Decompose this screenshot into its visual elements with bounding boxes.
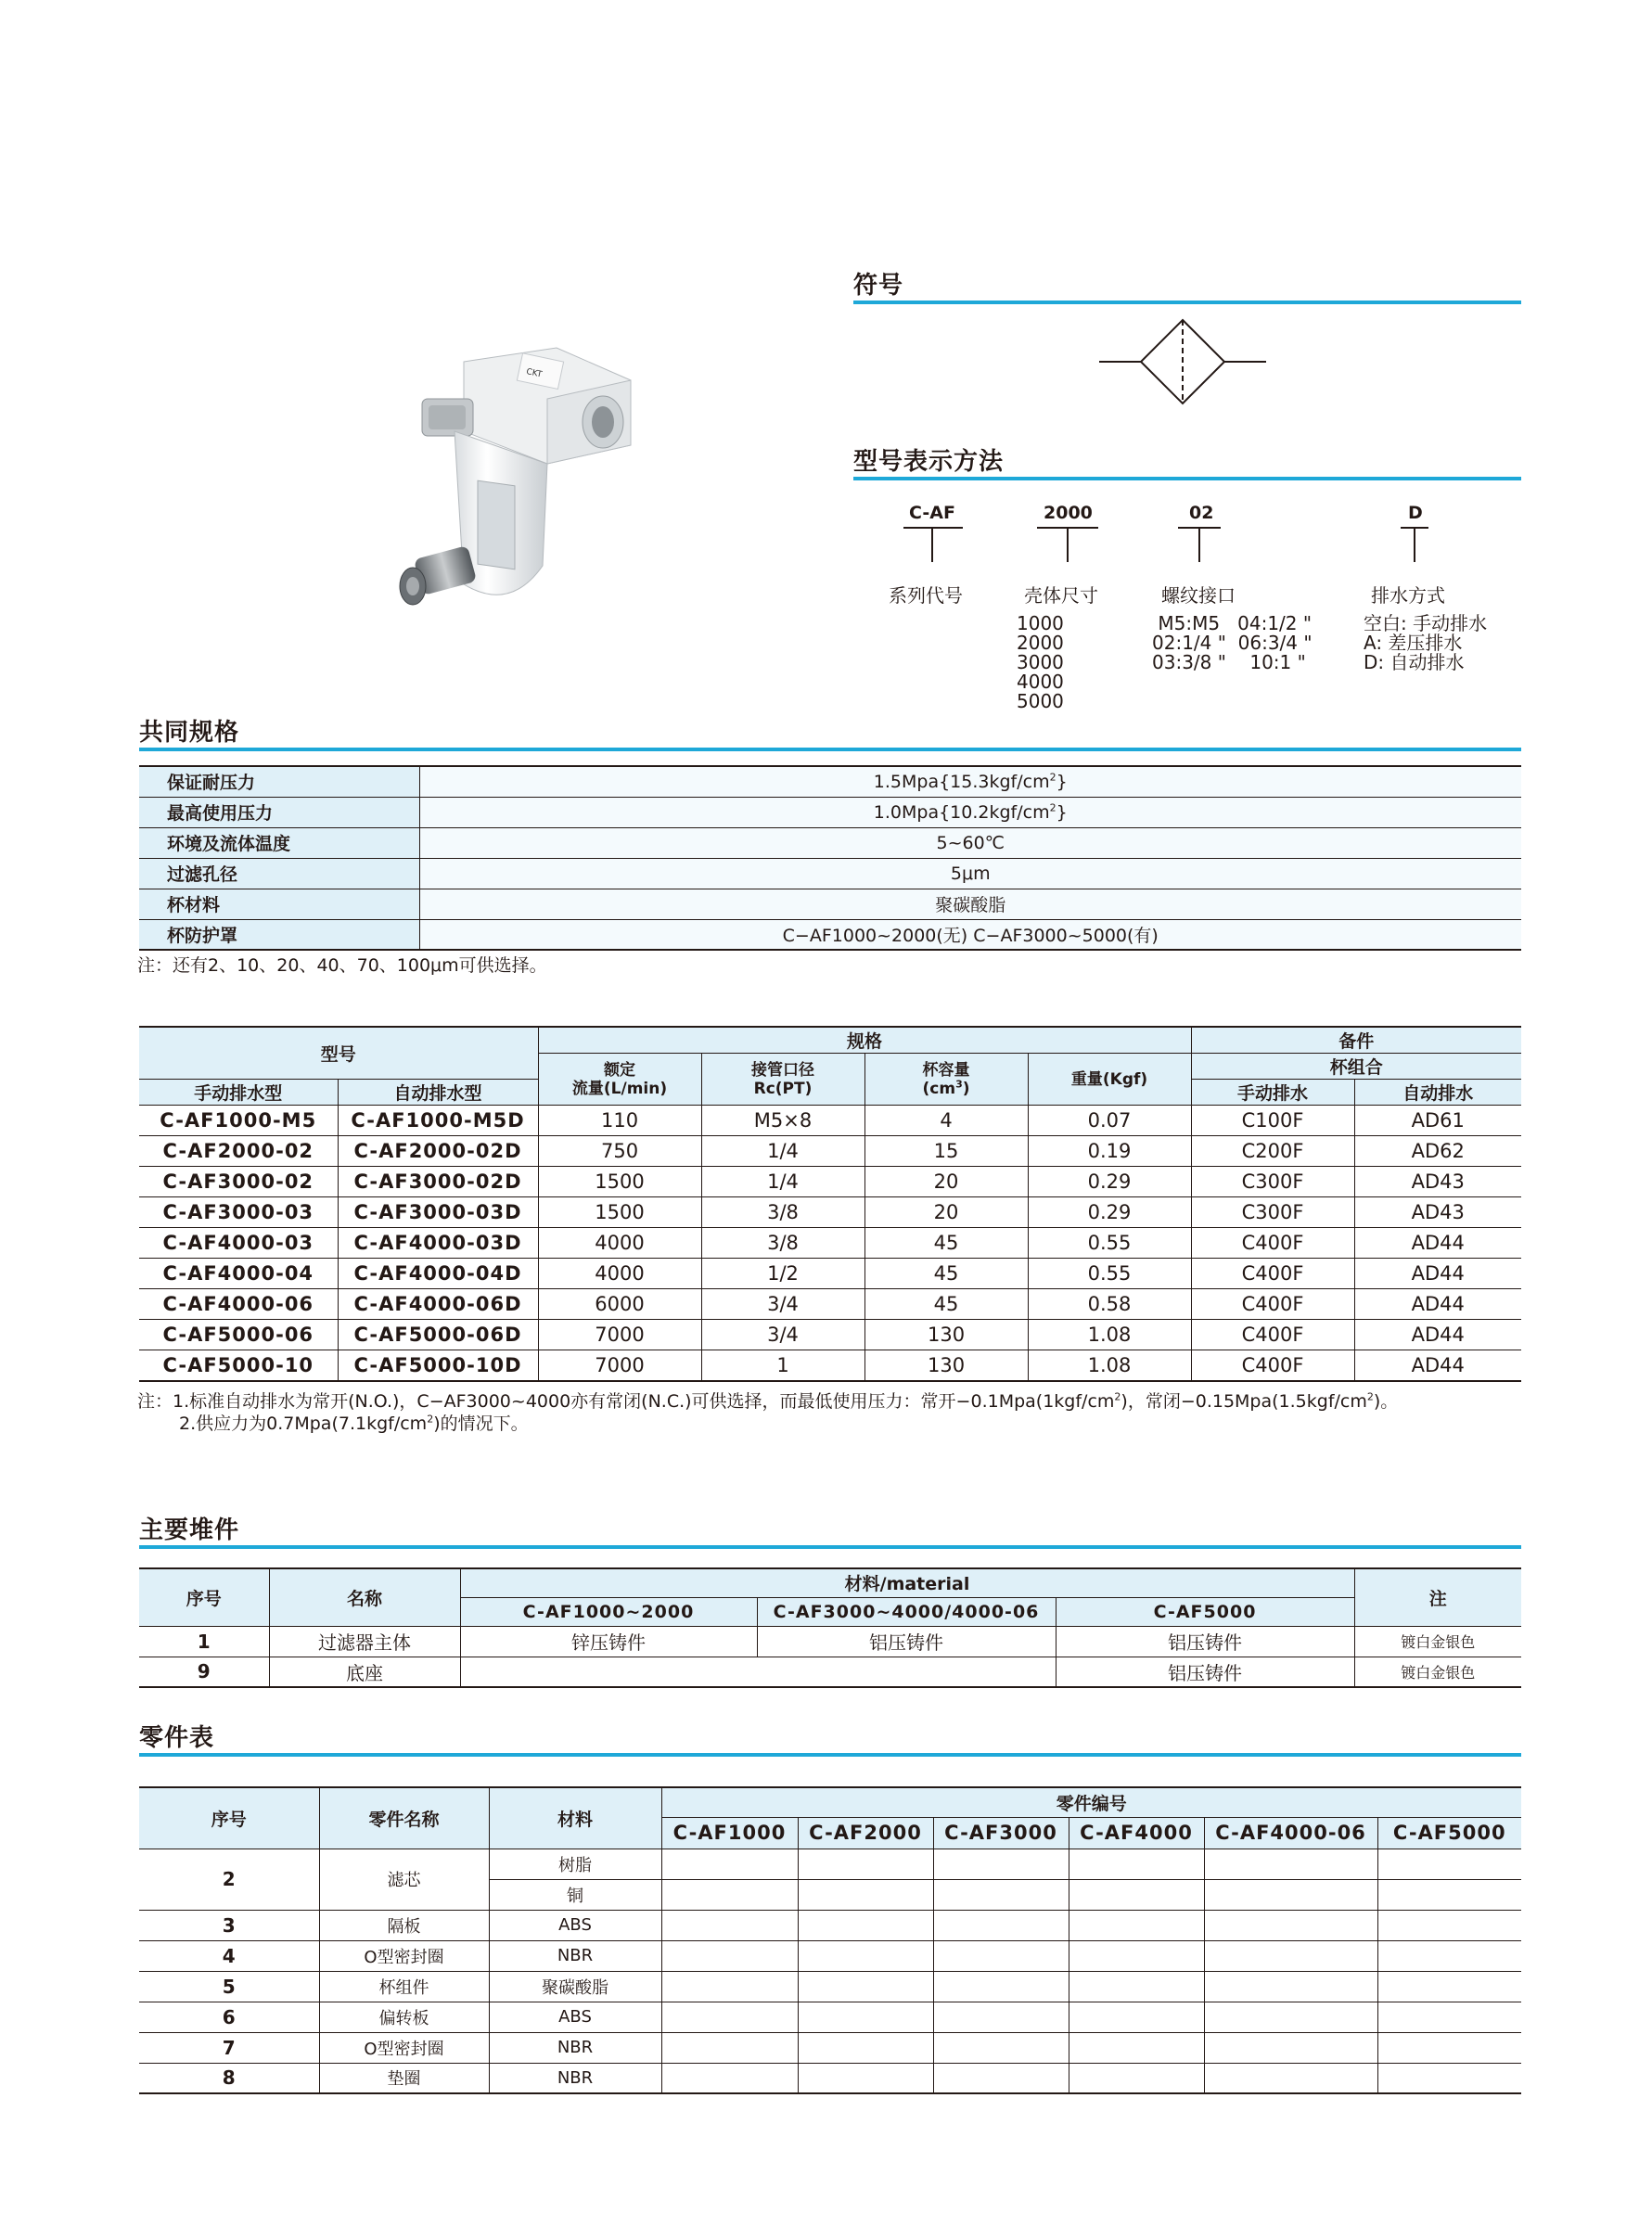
header-cup: 杯容量 $(cm^3)$	[864, 1054, 1028, 1106]
header-port: 接管口径 Rc(PT)	[701, 1054, 864, 1106]
section-model-code	[853, 449, 1521, 480]
cell: C400F	[1191, 1350, 1354, 1381]
cell: C-AF3000-02	[139, 1167, 338, 1197]
cell: C400F	[1191, 1228, 1354, 1259]
table-row	[139, 827, 1521, 858]
table-row	[139, 1197, 1521, 1228]
cell: C-AF4000-04D	[338, 1259, 538, 1289]
cell	[1069, 2002, 1204, 2032]
cell: C-AF5000-06D	[338, 1320, 538, 1350]
cell	[933, 1849, 1069, 1879]
cell: 45	[864, 1228, 1028, 1259]
header-flow: 额定 流量(L/min)	[538, 1054, 701, 1106]
main-parts-table	[139, 1567, 1521, 1688]
spec-value: 5μm	[419, 858, 1521, 889]
cell	[661, 1971, 798, 2002]
cell: NBR	[489, 2063, 661, 2093]
label-series: 系列代号	[889, 584, 963, 607]
cell: 隔板	[319, 1910, 489, 1940]
cell: 3/4	[701, 1289, 864, 1320]
cell: C-AF3000-03D	[338, 1197, 538, 1228]
cell: 聚碳酸脂	[489, 1971, 661, 2002]
cell: 偏转板	[319, 2002, 489, 2032]
cell	[1204, 1910, 1377, 1940]
section-rule	[139, 1545, 1521, 1549]
cell	[1204, 1940, 1377, 1971]
header-model-range: C-AF5000	[1056, 1597, 1354, 1626]
table-row	[139, 2063, 1521, 2093]
parts-list-table	[139, 1786, 1521, 2094]
cell: AD44	[1354, 1289, 1521, 1320]
header-model: C-AF5000	[1377, 1817, 1521, 1849]
cell	[1069, 1879, 1204, 1910]
cell	[1377, 1971, 1521, 2002]
cell	[798, 2063, 933, 2093]
table-row	[139, 2002, 1521, 2032]
cell: 3/8	[701, 1228, 864, 1259]
cell	[1377, 2002, 1521, 2032]
code-series: C-AF	[909, 503, 955, 523]
cell: AD62	[1354, 1136, 1521, 1167]
cell: 6	[139, 2002, 319, 2032]
cell: 110	[538, 1106, 701, 1136]
cell: 130	[864, 1320, 1028, 1350]
code-thread: 02	[1189, 503, 1214, 523]
cell: AD44	[1354, 1259, 1521, 1289]
cell	[1069, 2032, 1204, 2063]
table-row	[139, 797, 1521, 827]
cell	[661, 2032, 798, 2063]
cell: 镀白金银色	[1354, 1657, 1521, 1687]
section-title: 型号表示方法	[853, 448, 1005, 476]
header-model: 型号	[139, 1027, 538, 1080]
header-material: 材料/material	[460, 1568, 1354, 1597]
cell: C400F	[1191, 1259, 1354, 1289]
cell	[661, 1879, 798, 1910]
cell	[1377, 1910, 1521, 1940]
code-tick	[1198, 527, 1200, 562]
cell: C-AF2000-02	[139, 1136, 338, 1167]
cell: C-AF1000-M5	[139, 1106, 338, 1136]
cell	[1069, 1849, 1204, 1879]
cell: 4000	[538, 1228, 701, 1259]
cell: 20	[864, 1197, 1028, 1228]
cell	[1204, 1849, 1377, 1879]
cell: 滤芯	[319, 1849, 489, 1910]
cell: 铝压铸件	[1056, 1657, 1354, 1687]
cell	[933, 2002, 1069, 2032]
label-size: 壳体尺寸	[1024, 584, 1098, 607]
model-note-1: 注：1.标准自动排水为常开(N.O.)，C−AF3000~4000亦有常闭(N.C.)可供选择，而最低使用压力：常开$-0.1Mpa(1kgf/cm^2)$，常闭$-0.15Mpa(1.5kgf/cm^2)$。	[137, 1390, 1399, 1412]
table-row	[139, 1320, 1521, 1350]
cell	[1069, 1910, 1204, 1940]
cell: 底座	[269, 1657, 460, 1687]
cell: 9	[139, 1657, 269, 1687]
cell: 1/4	[701, 1167, 864, 1197]
cell	[798, 1940, 933, 1971]
spec-key: 最高使用压力	[139, 797, 419, 827]
header-model: C-AF4000-06	[1204, 1817, 1377, 1849]
cell: C-AF4000-06D	[338, 1289, 538, 1320]
table-row	[139, 1228, 1521, 1259]
cell: C-AF5000-10D	[338, 1350, 538, 1381]
header-spare-manual: 手动排水	[1191, 1080, 1354, 1106]
code-tick	[1414, 527, 1415, 562]
cell: 0.29	[1028, 1197, 1191, 1228]
cell: 树脂	[489, 1849, 661, 1879]
cell: C400F	[1191, 1320, 1354, 1350]
header-manual: 手动排水型	[139, 1080, 338, 1106]
thread-values: M5:M5 04:1/2 " 02:1/4 " 06:3/4 " 03:3/8 " 10:1 "	[1152, 612, 1313, 673]
cell	[933, 1879, 1069, 1910]
table-row	[139, 2032, 1521, 2063]
model-note-2: 2.供应力为$0.7Mpa(7.1kgf/cm^2)$的情况下。	[179, 1413, 529, 1434]
cell: C-AF3000-02D	[338, 1167, 538, 1197]
table-row	[139, 1289, 1521, 1320]
table-row	[139, 766, 1521, 797]
header-spare-auto: 自动排水	[1354, 1080, 1521, 1106]
table-row	[139, 858, 1521, 889]
cell: 45	[864, 1289, 1028, 1320]
cell: 1/2	[701, 1259, 864, 1289]
cell: 0.19	[1028, 1136, 1191, 1167]
spec-value: 聚碳酸脂	[419, 889, 1521, 919]
table-row	[139, 1106, 1521, 1136]
spec-value: 5~60℃	[419, 827, 1521, 858]
table-header-row	[139, 1568, 1521, 1597]
cell: C-AF4000-04	[139, 1259, 338, 1289]
cell	[1069, 2063, 1204, 2093]
header-cupset: 杯组合	[1191, 1054, 1521, 1080]
cell: 1.08	[1028, 1350, 1191, 1381]
cell	[798, 1849, 933, 1879]
cell: 7	[139, 2032, 319, 2063]
cell: C-AF3000-03	[139, 1197, 338, 1228]
cell	[798, 2032, 933, 2063]
code-tick	[1067, 527, 1069, 562]
cell: C-AF5000-06	[139, 1320, 338, 1350]
header-model: C-AF3000	[933, 1817, 1069, 1849]
table-header-row	[139, 1027, 1521, 1054]
cell: 1/4	[701, 1136, 864, 1167]
common-spec-table	[139, 765, 1521, 951]
cell: 15	[864, 1136, 1028, 1167]
cell: ABS	[489, 2002, 661, 2032]
cell: 2	[139, 1849, 319, 1910]
cell	[933, 2063, 1069, 2093]
table-row	[139, 1350, 1521, 1381]
cell	[661, 2063, 798, 2093]
section-rule	[139, 1753, 1521, 1757]
cell	[1377, 2063, 1521, 2093]
section-title: 主要堆件	[139, 1516, 240, 1544]
section-common-spec	[139, 720, 1521, 751]
cell	[798, 1879, 933, 1910]
cell	[1069, 1940, 1204, 1971]
svg-text:CKT: CKT	[525, 367, 544, 380]
cell	[460, 1657, 1056, 1687]
cell: NBR	[489, 1940, 661, 1971]
spec-key: 环境及流体温度	[139, 827, 419, 858]
header-weight: 重量(Kgf)	[1028, 1054, 1191, 1106]
cell: C-AF2000-02D	[338, 1136, 538, 1167]
cell: 0.29	[1028, 1167, 1191, 1197]
cell	[1204, 2002, 1377, 2032]
cell: AD44	[1354, 1320, 1521, 1350]
cell	[661, 2002, 798, 2032]
cell: C300F	[1191, 1167, 1354, 1197]
cell: C-AF4000-06	[139, 1289, 338, 1320]
table-row	[139, 1259, 1521, 1289]
header-part-no: 零件编号	[661, 1787, 1521, 1817]
code-tick	[931, 527, 933, 562]
cell: 锌压铸件	[460, 1626, 757, 1657]
cell	[798, 2002, 933, 2032]
spec-value: C−AF1000~2000(无) C−AF3000~5000(有)	[419, 919, 1521, 950]
label-thread: 螺纹接口	[1161, 584, 1236, 607]
spec-key: 杯材料	[139, 889, 419, 919]
cell: C-AF4000-03	[139, 1228, 338, 1259]
section-symbol	[853, 273, 1521, 304]
cell	[1204, 2032, 1377, 2063]
cell: AD44	[1354, 1350, 1521, 1381]
table-row	[139, 1940, 1521, 1971]
cell: 7000	[538, 1350, 701, 1381]
code-drain: D	[1408, 503, 1423, 523]
cell	[1069, 1971, 1204, 2002]
table-row	[139, 1167, 1521, 1197]
spec-key: 杯防护罩	[139, 919, 419, 950]
model-table	[139, 1026, 1521, 1382]
table-row	[139, 889, 1521, 919]
header-no: 序号	[139, 1568, 269, 1626]
spec-key: 过滤孔径	[139, 858, 419, 889]
cell: 20	[864, 1167, 1028, 1197]
cell: 750	[538, 1136, 701, 1167]
section-rule	[853, 477, 1521, 480]
cell: 0.58	[1028, 1289, 1191, 1320]
cell: 1	[139, 1626, 269, 1657]
cell: AD43	[1354, 1197, 1521, 1228]
table-row	[139, 1626, 1521, 1657]
cell: 1	[701, 1350, 864, 1381]
cell: 镀白金银色	[1354, 1626, 1521, 1657]
product-image	[325, 343, 640, 621]
section-title: 零件表	[139, 1724, 215, 1752]
cell: 7000	[538, 1320, 701, 1350]
section-rule	[139, 748, 1521, 751]
table-row	[139, 1657, 1521, 1687]
cell: C-AF4000-03D	[338, 1228, 538, 1259]
size-values: 1000 2000 3000 4000 5000	[1017, 612, 1064, 712]
cell: 6000	[538, 1289, 701, 1320]
header-model: C-AF4000	[1069, 1817, 1204, 1849]
header-no: 序号	[139, 1787, 319, 1849]
header-name: 名称	[269, 1568, 460, 1626]
section-title: 共同规格	[139, 719, 240, 747]
cell: 0.07	[1028, 1106, 1191, 1136]
spec-value: $1.5Mpa\{15.3kgf/cm^2\}$	[419, 766, 1521, 797]
cell	[1377, 1879, 1521, 1910]
cell	[798, 1971, 933, 2002]
header-model: C-AF1000	[661, 1817, 798, 1849]
cell: M5×8	[701, 1106, 864, 1136]
cell: 杯组件	[319, 1971, 489, 2002]
cell: AD43	[1354, 1167, 1521, 1197]
cell: O型密封圈	[319, 2032, 489, 2063]
table-row	[139, 1910, 1521, 1940]
cell: C400F	[1191, 1289, 1354, 1320]
cell	[661, 1910, 798, 1940]
cell: 铝压铸件	[757, 1626, 1056, 1657]
spec-key: 保证耐压力	[139, 766, 419, 797]
cell: C300F	[1191, 1197, 1354, 1228]
cell	[1204, 1971, 1377, 2002]
cell: 45	[864, 1259, 1028, 1289]
table-row	[139, 1136, 1521, 1167]
header-note: 注	[1354, 1568, 1521, 1626]
cell	[933, 2032, 1069, 2063]
header-material: 材料	[489, 1787, 661, 1849]
cell: 4	[864, 1106, 1028, 1136]
spec-value: $1.0Mpa\{10.2kgf/cm^2\}$	[419, 797, 1521, 827]
table-header-row	[139, 1787, 1521, 1817]
cell: C-AF1000-M5D	[338, 1106, 538, 1136]
cell: 0.55	[1028, 1228, 1191, 1259]
cell: 垫圈	[319, 2063, 489, 2093]
cell: NBR	[489, 2032, 661, 2063]
cell	[1377, 1940, 1521, 1971]
section-parts-list	[139, 1725, 1521, 1757]
cell	[661, 1940, 798, 1971]
header-spec: 规格	[538, 1027, 1191, 1054]
cell: 铜	[489, 1879, 661, 1910]
cell: AD44	[1354, 1228, 1521, 1259]
cell: 130	[864, 1350, 1028, 1381]
section-title: 符号	[853, 272, 904, 300]
cell	[933, 1971, 1069, 2002]
cell: C200F	[1191, 1136, 1354, 1167]
cell	[1377, 2032, 1521, 2063]
header-spare: 备件	[1191, 1027, 1521, 1054]
table-row	[139, 1971, 1521, 2002]
code-underline	[903, 527, 963, 529]
cell	[661, 1849, 798, 1879]
cell: 1500	[538, 1167, 701, 1197]
cell: 3/4	[701, 1320, 864, 1350]
cell: 3	[139, 1910, 319, 1940]
header-part-name: 零件名称	[319, 1787, 489, 1849]
filter-symbol	[1099, 315, 1266, 417]
label-drain: 排水方式	[1371, 584, 1445, 607]
cell: AD61	[1354, 1106, 1521, 1136]
cell: 1.08	[1028, 1320, 1191, 1350]
cell: 4	[139, 1940, 319, 1971]
cell	[1204, 1879, 1377, 1910]
spec-note: 注：还有2、10、20、40、70、100μm可供选择。	[137, 955, 547, 976]
cell	[1204, 2063, 1377, 2093]
header-model-range: C-AF1000~2000	[460, 1597, 757, 1626]
cell	[798, 1910, 933, 1940]
cell: 1500	[538, 1197, 701, 1228]
cell: 8	[139, 2063, 319, 2093]
cell: ABS	[489, 1910, 661, 1940]
cell: 5	[139, 1971, 319, 2002]
drain-values: 空白: 手动排水 A: 差压排水 D: 自动排水	[1364, 612, 1488, 673]
header-model-range: C-AF3000~4000/4000-06	[757, 1597, 1056, 1626]
cell	[933, 1940, 1069, 1971]
section-main-parts	[139, 1517, 1521, 1549]
cell: O型密封圈	[319, 1940, 489, 1971]
cell	[1377, 1849, 1521, 1879]
section-rule	[853, 301, 1521, 304]
cell: C-AF5000-10	[139, 1350, 338, 1381]
cell: 4000	[538, 1259, 701, 1289]
header-model: C-AF2000	[798, 1817, 933, 1849]
cell	[933, 1910, 1069, 1940]
header-auto: 自动排水型	[338, 1080, 538, 1106]
cell: 3/8	[701, 1197, 864, 1228]
cell: C100F	[1191, 1106, 1354, 1136]
table-row	[139, 1849, 1521, 1879]
cell: 过滤器主体	[269, 1626, 460, 1657]
table-row	[139, 919, 1521, 950]
cell: 铝压铸件	[1056, 1626, 1354, 1657]
cell: 0.55	[1028, 1259, 1191, 1289]
code-size: 2000	[1044, 503, 1093, 523]
